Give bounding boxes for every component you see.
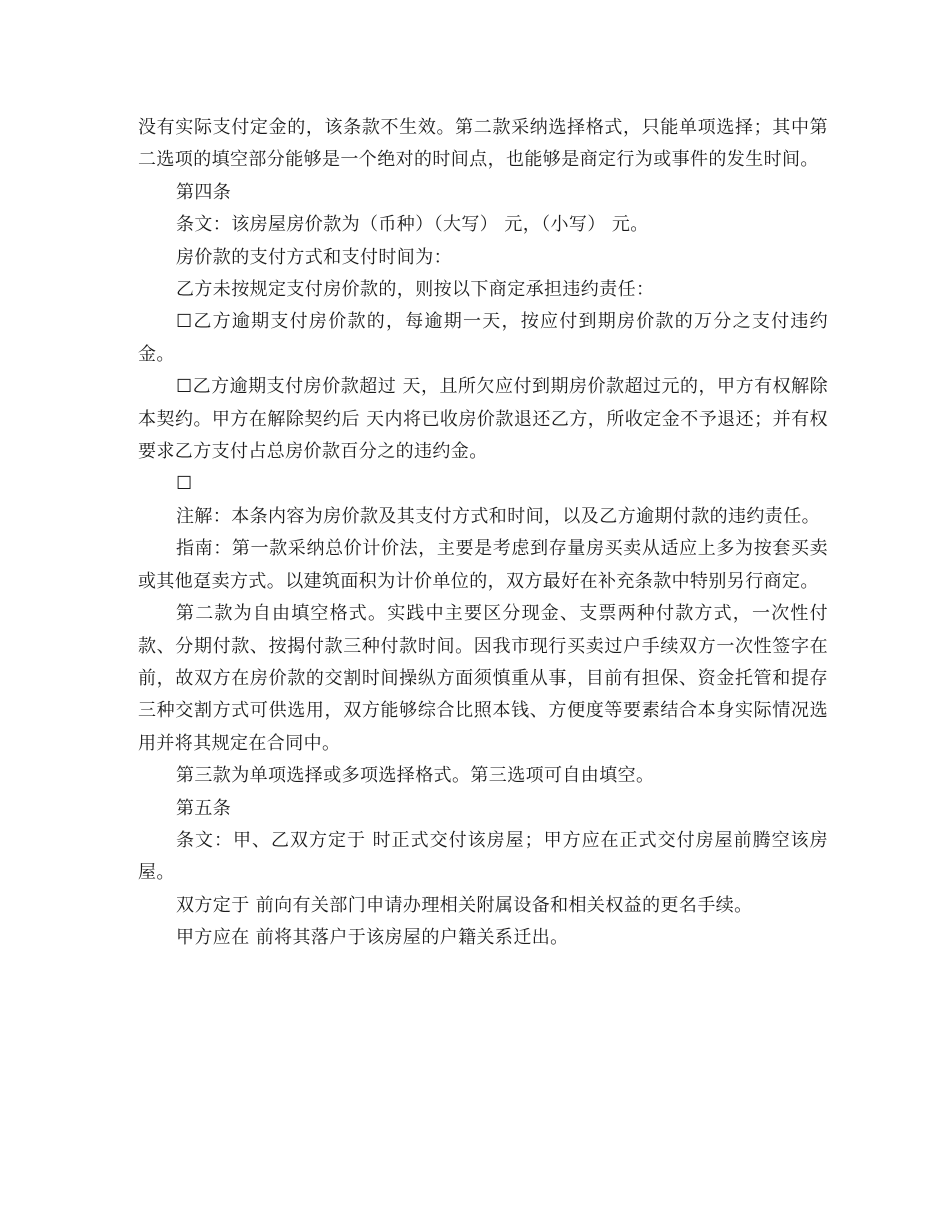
household-registration-line: 甲方应在 前将其落户于该房屋的户籍关系迁出。 [176,927,569,949]
article-4-second-clause: 第二款为自由填空格式。实践中主要区分现金、支票两种付款方式，一次性付款、分期付款、按揭付款三种付款时间。因我市现行买卖过户手续双方一次性签字在前，故双方在房价款的交割时间操纵方面须慎重从事，目前有担保、资金托管和提存三种交割方式可供选用，双方能够综合比照本钱、方便度等要素结合本身实际情况选用并将其规定在合同中。 [138,603,828,754]
document-page [138,112,828,955]
article-5-clause-text: 条文：甲、乙双方定于 时正式交付该房屋；甲方应在正式交付房屋前腾空该房屋。 [138,829,828,884]
article-5-heading: 第五条 [176,797,232,819]
article-4-third-clause: 第三款为单项选择或多项选择格式。第三选项可自由填空。 [176,765,655,787]
article-4-clause-text: 条文：该房屋房价款为（币种）（大写） 元，（小写） 元。 [176,214,649,236]
payment-method-line: 房价款的支付方式和支付时间为： [176,246,452,268]
rename-procedure-line: 双方定于 前向有关部门申请办理相关附属设备和相关权益的更名手续。 [176,894,753,916]
breach-liability-intro: 乙方未按规定支付房价款的，则按以下商定承担违约责任： [176,279,655,301]
checkbox-option-2: ☐乙方逾期支付房价款超过 天，且所欠应付到期房价款超过元的，甲方有权解除本契约。甲方在解除契约后 天内将已收房价款退还乙方，所收定金不予退还；并有权要求乙方支付占总房价款百分之的违约金。 [138,376,828,463]
article-4-note: 注解：本条内容为房价款及其支付方式和时间，以及乙方逾期付款的违约责任。 [176,505,820,527]
article-4-heading: 第四条 [176,181,232,203]
checkbox-option-1: ☐乙方逾期支付房价款的，每逾期一天，按应付到期房价款的万分之支付违约金。 [138,311,828,365]
article-4-guide: 指南：第一款采纳总价计价法，主要是考虑到存量房买卖从适应上多为按套买卖或其他趸卖方式。以建筑面积为计价单位的，双方最好在补充条款中特别另行商定。 [138,538,828,592]
checkbox-option-3: ☐ [176,473,193,495]
paragraph-continuation: 没有实际支付定金的，该条款不生效。第二款采纳选择格式，只能单项选择；其中第二选项的填空部分能够是一个绝对的时间点，也能够是商定行为或事件的发生时间。 [138,117,828,171]
